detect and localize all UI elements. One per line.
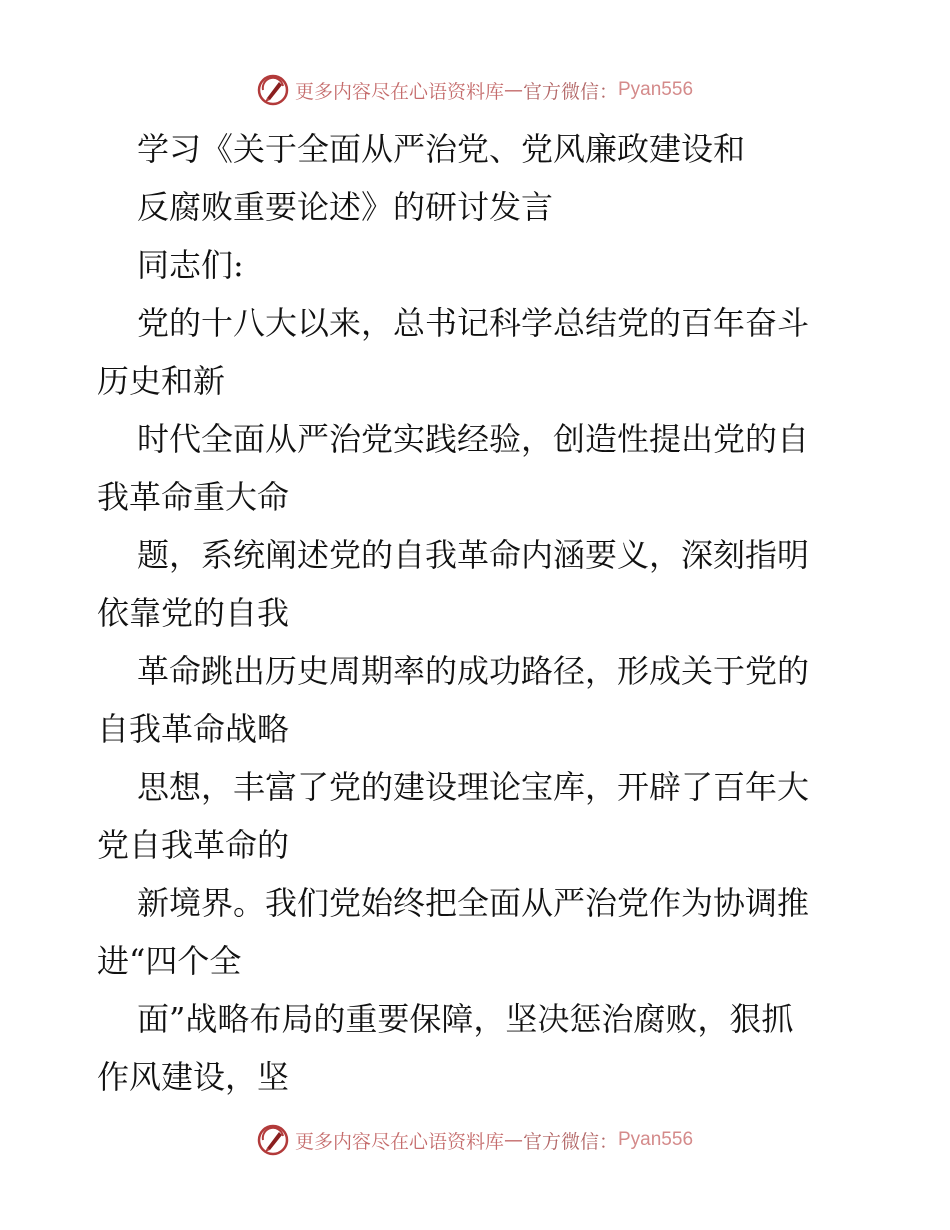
- doc-line-text: 历史和新: [97, 362, 226, 400]
- doc-line-text: 新境界。我们党始终把全面从严治党作为协调推: [137, 884, 810, 922]
- doc-line: [97, 236, 857, 294]
- banner-separator: —: [503, 79, 523, 101]
- doc-line: [97, 584, 857, 642]
- doc-line: [97, 294, 857, 352]
- doc-line: [97, 932, 857, 990]
- doc-line: [97, 410, 857, 468]
- doc-line: [97, 1048, 857, 1106]
- header-watermark: [0, 70, 950, 110]
- doc-line: [97, 526, 857, 584]
- doc-line-text: 党自我革命的: [97, 826, 290, 864]
- doc-line: [97, 178, 857, 236]
- doc-line-text: 面”战略布局的重要保障，坚决惩治腐败，狠抓: [137, 1000, 794, 1038]
- banner-wechat-label: 官方微信：: [522, 80, 618, 103]
- doc-line-text: 思想，丰富了党的建设理论宝库，开辟了百年大: [137, 768, 810, 806]
- doc-line: [97, 700, 857, 758]
- doc-line: [97, 874, 857, 932]
- doc-line-text: 作风建设，坚: [97, 1058, 290, 1096]
- banner-wechat-label: 官方微信：: [522, 1130, 618, 1153]
- doc-line-text: 进“四个全: [97, 942, 242, 980]
- doc-line-text: 革命跳出历史周期率的成功路径，形成关于党的: [137, 652, 810, 690]
- doc-line-text: 同志们:: [137, 246, 244, 284]
- doc-line: [97, 468, 857, 526]
- doc-line: [97, 816, 857, 874]
- doc-line: [97, 352, 857, 410]
- footer-watermark: [0, 1120, 950, 1160]
- doc-line-text: 党的十八大以来，总书记科学总结党的百年奋斗: [137, 304, 810, 342]
- doc-line-text: 我革命重大命: [97, 478, 290, 516]
- document-body: [97, 120, 857, 1106]
- doc-line-text: 自我革命战略: [97, 710, 290, 748]
- banner-separator: —: [503, 1129, 523, 1151]
- pen-logo-icon: [257, 1124, 289, 1156]
- doc-line-text: 时代全面从严治党实践经验，创造性提出党的自: [137, 420, 810, 458]
- doc-line-text: 学习《关于全面从严治党、党风廉政建设和: [137, 130, 746, 168]
- doc-line-text: 依靠党的自我: [97, 594, 290, 632]
- doc-line: [97, 990, 857, 1048]
- doc-line: [97, 120, 857, 178]
- doc-line: [97, 758, 857, 816]
- banner-wechat-handle: Pyan556: [618, 1129, 694, 1150]
- banner-wechat-handle: Pyan556: [618, 79, 694, 100]
- doc-line-text: 题，系统阐述党的自我革命内涵要义，深刻指明: [137, 536, 810, 574]
- doc-line-text: 反腐败重要论述》的研讨发言: [137, 188, 554, 226]
- doc-line: [97, 642, 857, 700]
- banner-lead-text: 更多内容尽在心语资料库: [294, 80, 504, 103]
- banner-lead-text: 更多内容尽在心语资料库: [294, 1130, 504, 1153]
- pen-logo-icon: [257, 74, 289, 106]
